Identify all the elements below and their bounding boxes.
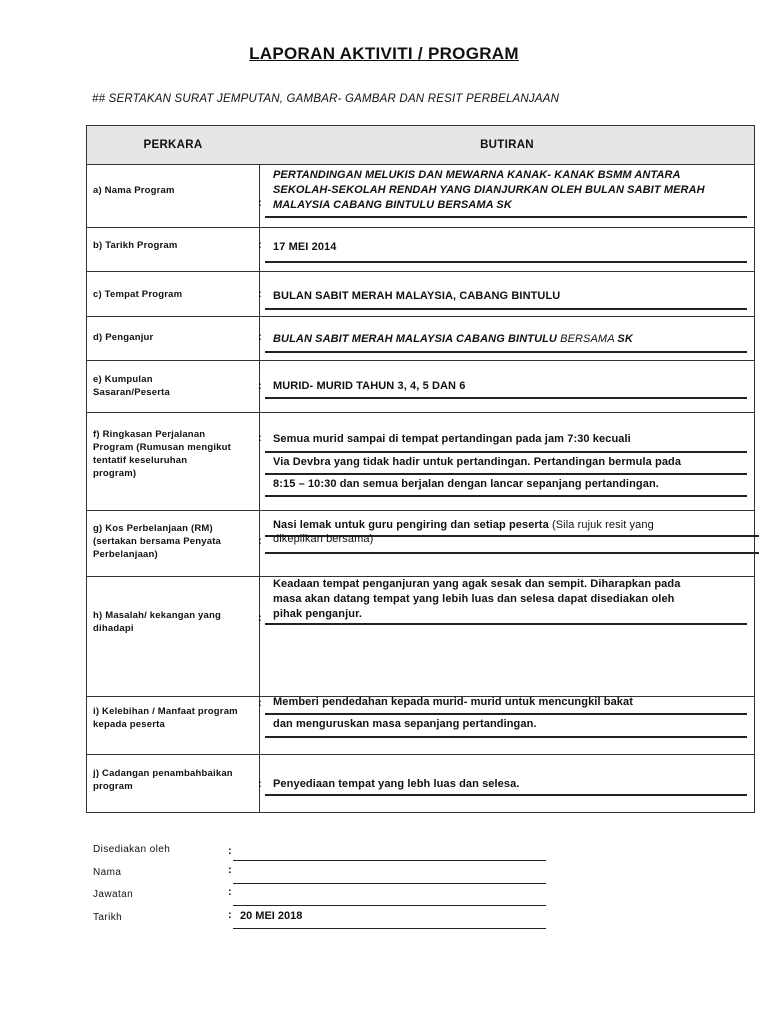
underline xyxy=(265,451,747,453)
label-ringkasan: f) Ringkasan Perjalanan Program (Rumusan mengikut tentatif keseluruhan program) xyxy=(93,429,232,479)
colon: : xyxy=(258,697,262,709)
colon: : xyxy=(228,845,232,857)
value-tarikh-program: 17 MEI 2014 xyxy=(273,241,337,253)
value-kelebihan-line1: Memberi pendedahan kepada murid- murid untuk mencungkil bakat xyxy=(273,696,633,708)
label-cadangan: j) Cadangan penambahbaikan program xyxy=(93,768,233,792)
value-kumpulan: MURID- MURID TAHUN 3, 4, 5 DAN 6 xyxy=(273,380,466,392)
tarikh-line xyxy=(233,928,546,929)
row-masalah xyxy=(87,576,754,696)
footer-nama-label: Nama xyxy=(93,867,122,878)
value-kelebihan-line2: dan menguruskan masa sepanjang pertandingan. xyxy=(273,718,537,730)
label-kelebihan: i) Kelebihan / Manfaat program kepada peserta xyxy=(93,706,238,730)
value-ringkasan-line2: Via Devbra yang tidak hadir untuk pertandingan. Pertandingan bermula pada xyxy=(273,456,682,468)
colon: : xyxy=(258,778,262,790)
label-tempat-program: c) Tempat Program xyxy=(93,289,183,300)
label-masalah: h) Masalah/ kekangan yang dihadapi xyxy=(93,610,222,634)
value-penganjur xyxy=(273,332,633,347)
jawatan-line xyxy=(233,905,546,906)
colon: : xyxy=(258,239,262,251)
value-nama-program-line3: MALAYSIA CABANG BINTULU BERSAMA SK xyxy=(273,199,512,211)
row-kelebihan xyxy=(87,696,754,754)
footer-tarikh-value[interactable]: 20 MEI 2018 xyxy=(240,910,303,922)
colon: : xyxy=(258,432,262,444)
label-penganjur: d) Penganjur xyxy=(93,332,154,343)
page-title: LAPORAN AKTIVITI / PROGRAM xyxy=(249,44,519,63)
value-cadangan: Penyediaan tempat yang lebh luas dan selesa. xyxy=(273,778,520,790)
value-masalah-line2: masa akan datang tempat yang lebih luas dan selesa dapat disediakan oleh xyxy=(273,593,675,605)
label-tarikh-program: b) Tarikh Program xyxy=(93,240,178,251)
footer-jawatan-label: Jawatan xyxy=(93,889,134,900)
header-butiran: BUTIRAN xyxy=(480,139,534,151)
row-tarikh-program xyxy=(87,227,754,271)
value-ringkasan-line1: Semua murid sampai di tempat pertandingan pada jam 7:30 kecuali xyxy=(273,433,631,445)
colon: : xyxy=(228,886,232,898)
row-cadangan xyxy=(87,754,754,814)
colon: : xyxy=(228,909,232,921)
colon: : xyxy=(258,288,262,300)
kos-item: Nasi lemak untuk guru pengiring dan setiap peserta xyxy=(273,519,549,531)
underline xyxy=(265,495,747,497)
row-nama-program xyxy=(87,164,754,227)
row-kumpulan xyxy=(87,360,754,412)
value-nama-program-line2: SEKOLAH-SEKOLAH RENDAH YANG DIANJURKAN OLEH BULAN SABIT MERAH xyxy=(273,184,705,196)
underline xyxy=(265,713,747,715)
label-nama-program: a) Nama Program xyxy=(93,185,175,196)
header-row xyxy=(87,126,754,164)
signature-line xyxy=(233,860,546,861)
label-kumpulan: e) Kumpulan Sasaran/Peserta xyxy=(93,374,170,398)
underline xyxy=(265,261,747,263)
kos-note: (Sila rujuk resit yang xyxy=(548,519,654,531)
row-kos xyxy=(87,510,754,576)
penganjur-sk: SK xyxy=(617,333,633,345)
underline xyxy=(265,473,747,475)
underline xyxy=(265,623,747,625)
header-perkara: PERKARA xyxy=(143,139,203,151)
underline xyxy=(265,397,747,399)
colon: : xyxy=(258,331,262,343)
value-masalah-line1: Keadaan tempat penganjuran yang agak sesak dan sempit. Diharapkan pada xyxy=(273,578,681,590)
colon: : xyxy=(258,380,262,392)
underline xyxy=(265,216,747,218)
underline xyxy=(265,552,759,554)
colon: : xyxy=(258,612,262,624)
value-ringkasan-line3: 8:15 – 10:30 dan semua berjalan dengan lancar sepanjang pertandingan. xyxy=(273,478,659,490)
label-kos: g) Kos Perbelanjaan (RM) (sertakan bersama Penyata Perbelanjaan) xyxy=(93,523,222,560)
attachment-note: ## SERTAKAN SURAT JEMPUTAN, GAMBAR- GAMBAR DAN RESIT PERBELANJAAN xyxy=(92,93,560,105)
penganjur-bersama: BERSAMA xyxy=(556,333,618,345)
footer-disediakan-label: Disediakan oleh xyxy=(93,844,171,855)
underline xyxy=(265,351,747,353)
penganjur-name: BULAN SABIT MERAH MALAYSIA CABANG BINTULU xyxy=(273,333,557,345)
report-form xyxy=(86,125,755,813)
colon: : xyxy=(258,535,262,547)
value-kos-line2: dikepilkan bersama) xyxy=(273,533,374,545)
row-penganjur xyxy=(87,316,754,360)
row-ringkasan xyxy=(87,412,754,510)
colon: : xyxy=(258,197,262,209)
value-kos-line1 xyxy=(273,518,654,533)
underline xyxy=(265,308,747,310)
underline xyxy=(265,794,747,796)
footer-tarikh-label: Tarikh xyxy=(93,912,123,923)
nama-line xyxy=(233,883,546,884)
value-masalah-line3: pihak penganjur. xyxy=(273,608,363,620)
value-nama-program-line1: PERTANDINGAN MELUKIS DAN MEWARNA KANAK- KANAK BSMM ANTARA xyxy=(273,169,681,181)
value-tempat-program: BULAN SABIT MERAH MALAYSIA, CABANG BINTULU xyxy=(273,290,561,302)
underline xyxy=(265,736,747,738)
row-tempat-program xyxy=(87,271,754,316)
colon: : xyxy=(228,864,232,876)
